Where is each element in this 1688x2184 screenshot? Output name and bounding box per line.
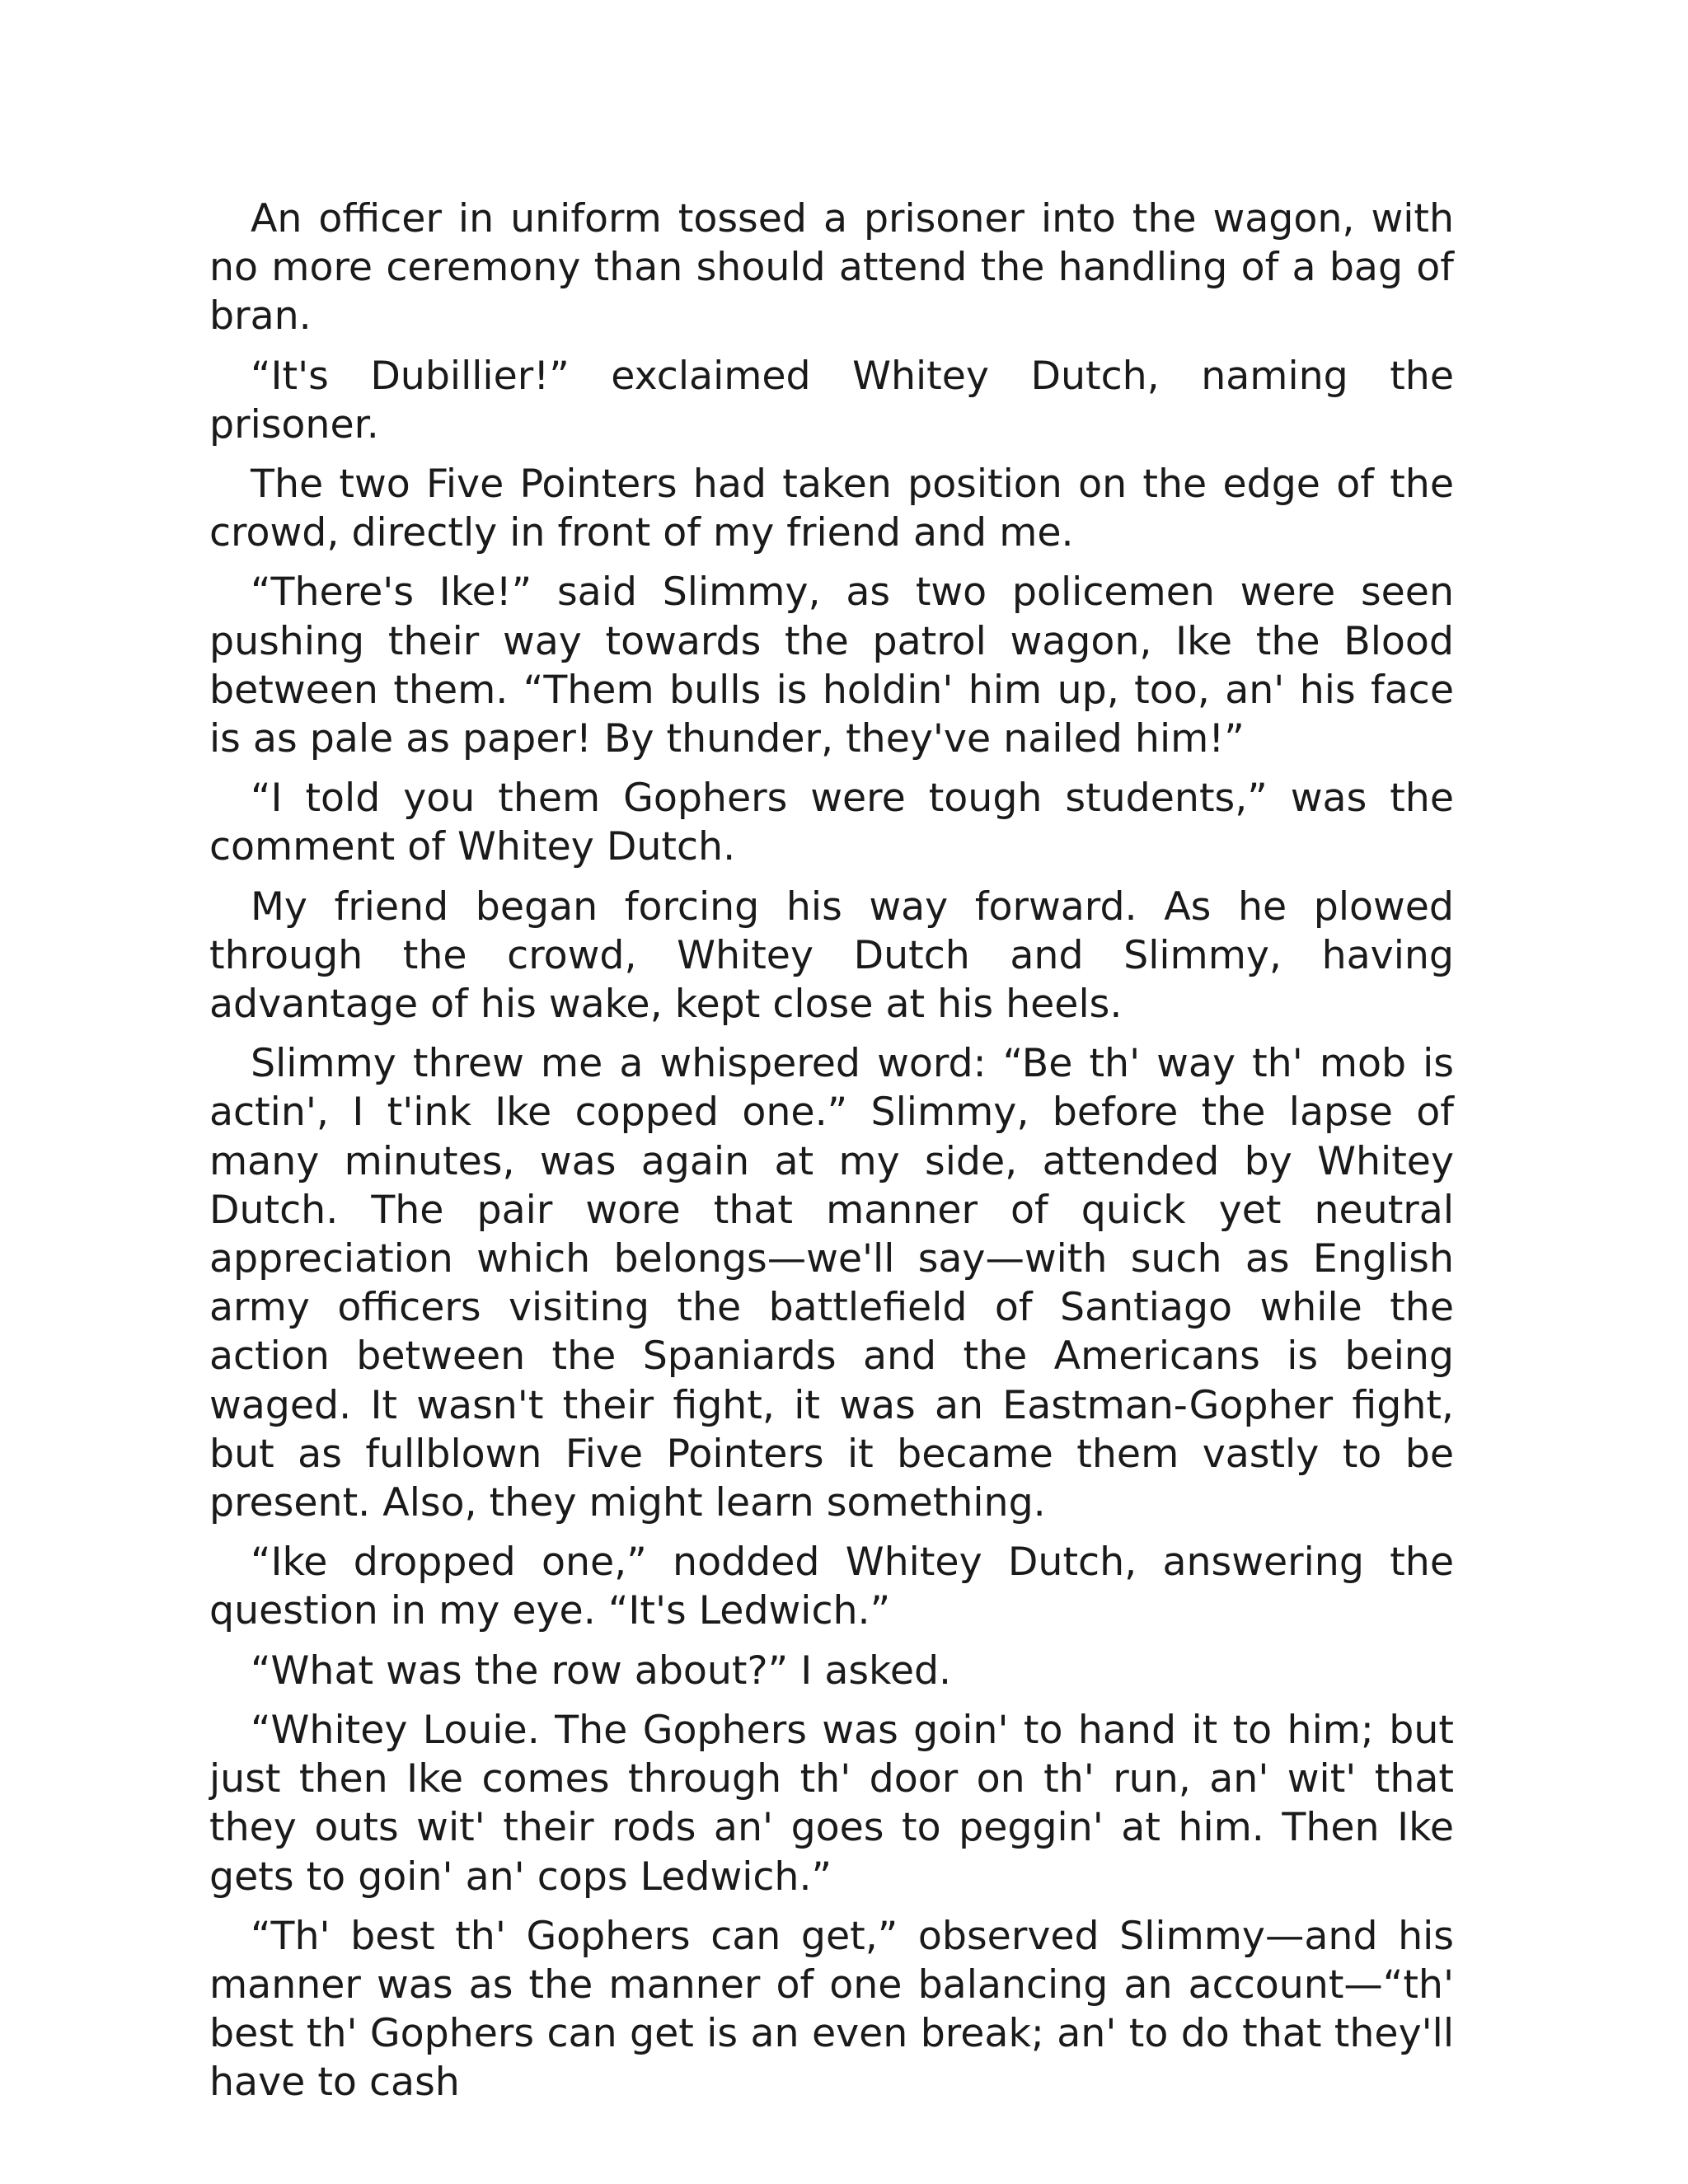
page-text [209,194,1454,2118]
paragraph: “Ike dropped one,” nodded Whitey Dutch, answering the question in my eye. “It's Ledwich.” [209,1540,1454,1634]
paragraph: “There's Ike!” said Slimmy, as two policemen were seen pushing their way towards the patrol wagon, Ike the Blood between them. “Them bulls is holdin' him up, too, an' his face is as pale as paper! By thunder, they've nailed him!” [209,569,1454,762]
paragraph: “Whitey Louie. The Gophers was goin' to hand it to him; but just then Ike comes through th' door on th' run, an' wit' that they outs wit' their rods an' goes to peggin' at him. Then Ike gets to goin' an' cops Ledwich.” [209,1707,1454,1900]
paragraph: Slimmy threw me a whispered word: “Be th' way th' mob is actin', I t'ink Ike copped one.” Slimmy, before the lapse of many minutes, was again at my side, attended by Whitey Dutch. The pair wore that manner of quick yet neutral appreciation which belongs—we'll say—with such as English army officers visiting the battlefield of Santiago while the action between the Spaniards and the Americans is being waged. It wasn't their fight, it was an Eastman-Gopher fight, but as fullblown Five Pointers it became them vastly to be present. Also, they might learn something. [209,1041,1454,1526]
paragraph: “It's Dubillier!” exclaimed Whitey Dutch, naming the prisoner. [209,353,1454,448]
paragraph: An officer in uniform tossed a prisoner into the wagon, with no more ceremony than should attend the handling of a bag of bran. [209,196,1454,340]
paragraph: “Th' best th' Gophers can get,” observed Slimmy—and his manner was as the manner of one balancing an account—“th' best th' Gophers can get is an even break; an' to do that they'll have to cash [209,1913,1454,2106]
paragraph: “I told you them Gophers were tough students,” was the comment of Whitey Dutch. [209,776,1454,870]
paragraph: The two Five Pointers had taken position on the edge of the crowd, directly in front of my friend and me. [209,462,1454,556]
paragraph: My friend began forcing his way forward. As he plowed through the crowd, Whitey Dutch and Slimmy, having advantage of his wake, kept close at his heels. [209,883,1454,1028]
paragraph: “What was the row about?” I asked. [251,1647,952,1694]
